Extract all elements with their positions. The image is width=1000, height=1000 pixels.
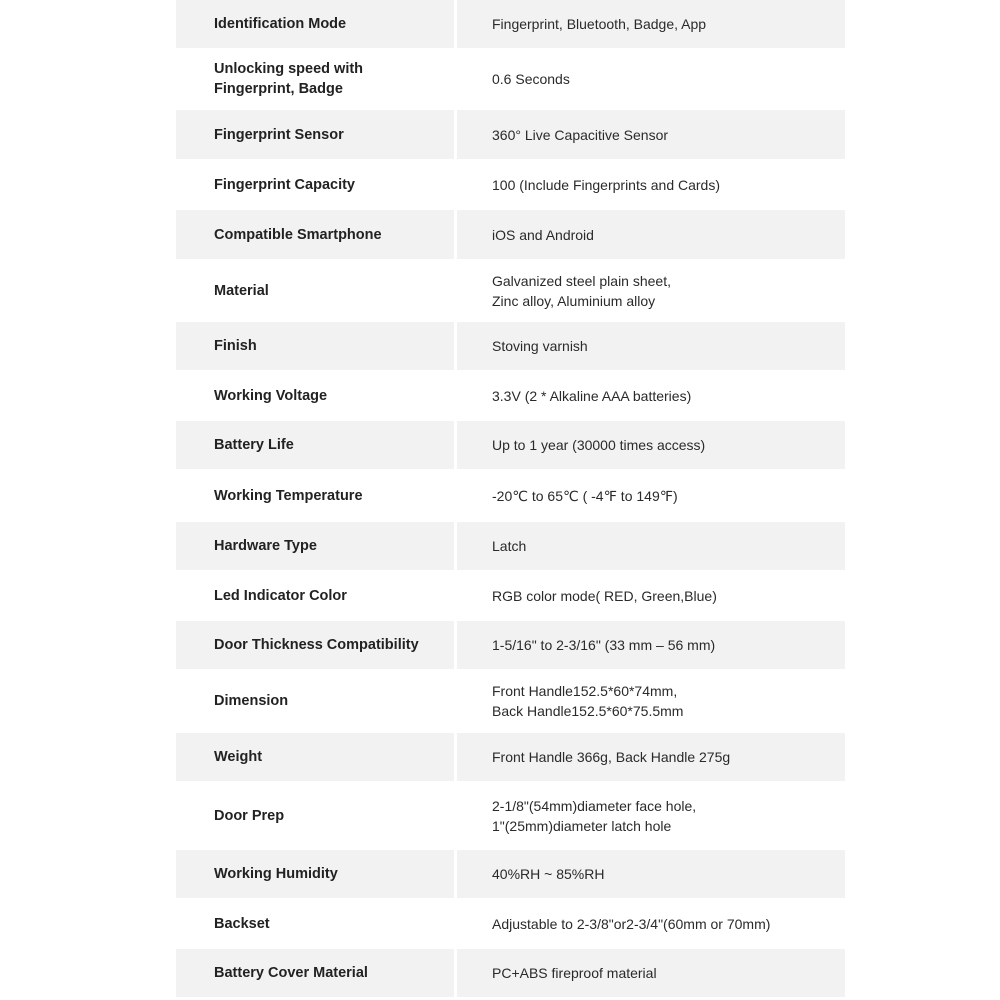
spec-value <box>457 898 845 949</box>
spec-row <box>176 48 845 110</box>
spec-label-line: Fingerprint Capacity <box>214 176 355 193</box>
spec-value <box>457 322 845 370</box>
spec-label-line: Weight <box>214 749 263 765</box>
spec-label <box>176 469 454 522</box>
spec-row <box>176 621 845 669</box>
spec-label-line: Working Temperature <box>214 487 363 504</box>
spec-label-line: Fingerprint Sensor <box>214 126 344 143</box>
spec-value-line: Front Handle152.5*60*74mm, <box>492 683 678 699</box>
spec-label-line: Hardware Type <box>214 538 317 554</box>
spec-value-line: Back Handle152.5*60*75.5mm <box>492 703 684 719</box>
spec-value-line: iOS and Android <box>492 226 594 243</box>
spec-label <box>176 48 454 110</box>
spec-label <box>176 110 454 159</box>
spec-label-line: Finish <box>214 338 257 354</box>
spec-value <box>457 0 845 48</box>
spec-value <box>457 370 845 421</box>
spec-value <box>457 110 845 159</box>
spec-row <box>176 898 845 949</box>
spec-label <box>176 621 454 669</box>
spec-value <box>457 949 845 997</box>
spec-row <box>176 469 845 522</box>
spec-row <box>176 850 845 898</box>
spec-label-line: Material <box>214 282 269 299</box>
spec-value-line: 1-5/16" to 2-3/16" (33 mm – 56 mm) <box>492 637 716 653</box>
spec-label <box>176 370 454 421</box>
spec-label <box>176 669 454 733</box>
spec-row <box>176 259 845 322</box>
spec-value-line: 100 (Include Fingerprints and Cards) <box>492 176 721 193</box>
spec-row <box>176 570 845 621</box>
spec-label <box>176 898 454 949</box>
spec-label-line: Led Indicator Color <box>214 587 347 604</box>
spec-label <box>176 733 454 781</box>
spec-row <box>176 159 845 210</box>
spec-label-line: Identification Mode <box>214 16 347 32</box>
spec-label <box>176 949 454 997</box>
spec-value <box>457 621 845 669</box>
spec-value <box>457 210 845 259</box>
spec-value-line: Fingerprint, Bluetooth, Badge, App <box>492 16 707 32</box>
spec-table <box>176 0 845 997</box>
spec-label <box>176 522 454 570</box>
spec-label-line: Working Humidity <box>214 866 338 882</box>
spec-value-line: 0.6 Seconds <box>492 71 570 87</box>
spec-value-line: Front Handle 366g, Back Handle 275g <box>492 749 731 765</box>
spec-row <box>176 210 845 259</box>
spec-value <box>457 781 845 850</box>
spec-row <box>176 949 845 997</box>
spec-label-line: Fingerprint, Badge <box>214 81 343 97</box>
spec-label-line: Unlocking speed with <box>214 61 364 77</box>
spec-label-line: Door Thickness Compatibility <box>214 637 419 653</box>
spec-label-line: Working Voltage <box>214 387 328 404</box>
spec-value <box>457 850 845 898</box>
spec-value <box>457 733 845 781</box>
spec-value <box>457 570 845 621</box>
spec-value <box>457 522 845 570</box>
spec-value-line: RGB color mode( RED, Green,Blue) <box>492 587 717 604</box>
spec-label <box>176 322 454 370</box>
spec-label <box>176 259 454 322</box>
spec-value <box>457 159 845 210</box>
spec-row <box>176 733 845 781</box>
spec-value-line: 2-1/8"(54mm)diameter face hole, <box>492 797 697 814</box>
spec-label <box>176 570 454 621</box>
spec-row <box>176 322 845 370</box>
spec-value-line: Zinc alloy, Aluminium alloy <box>492 292 656 309</box>
spec-value-line: Galvanized steel plain sheet, <box>492 272 671 289</box>
spec-row <box>176 110 845 159</box>
spec-value-line: Adjustable to 2-3/8"or2-3/4"(60mm or 70mm) <box>492 915 771 932</box>
spec-row <box>176 522 845 570</box>
spec-label-line: Compatible Smartphone <box>214 226 382 243</box>
spec-value-line: 360° Live Capacitive Sensor <box>492 126 669 143</box>
spec-value <box>457 421 845 469</box>
spec-value-line: 1"(25mm)diameter latch hole <box>492 817 672 834</box>
spec-label-line: Dimension <box>214 693 289 709</box>
spec-label <box>176 210 454 259</box>
spec-value-line: 40%RH ~ 85%RH <box>492 866 605 882</box>
spec-row <box>176 370 845 421</box>
spec-row <box>176 0 845 48</box>
spec-value-line: PC+ABS fireproof material <box>492 965 657 981</box>
spec-label-line: Door Prep <box>214 807 285 824</box>
spec-value-line: -20℃ to 65℃ ( -4℉ to 149℉) <box>492 487 678 504</box>
spec-row <box>176 781 845 850</box>
spec-label-line: Backset <box>214 915 270 932</box>
spec-label-line: Battery Life <box>214 437 294 453</box>
spec-label <box>176 421 454 469</box>
spec-value-line: Latch <box>492 538 527 554</box>
spec-value <box>457 259 845 322</box>
spec-label <box>176 159 454 210</box>
spec-value-line: 3.3V (2 * Alkaline AAA batteries) <box>492 387 692 404</box>
spec-value <box>457 48 845 110</box>
spec-label <box>176 0 454 48</box>
spec-row <box>176 421 845 469</box>
spec-label <box>176 850 454 898</box>
spec-value-line: Up to 1 year (30000 times access) <box>492 437 706 453</box>
spec-label <box>176 781 454 850</box>
spec-value-line: Stoving varnish <box>492 338 588 354</box>
spec-label-line: Battery Cover Material <box>214 965 368 981</box>
spec-row <box>176 669 845 733</box>
spec-value <box>457 469 845 522</box>
spec-value <box>457 669 845 733</box>
